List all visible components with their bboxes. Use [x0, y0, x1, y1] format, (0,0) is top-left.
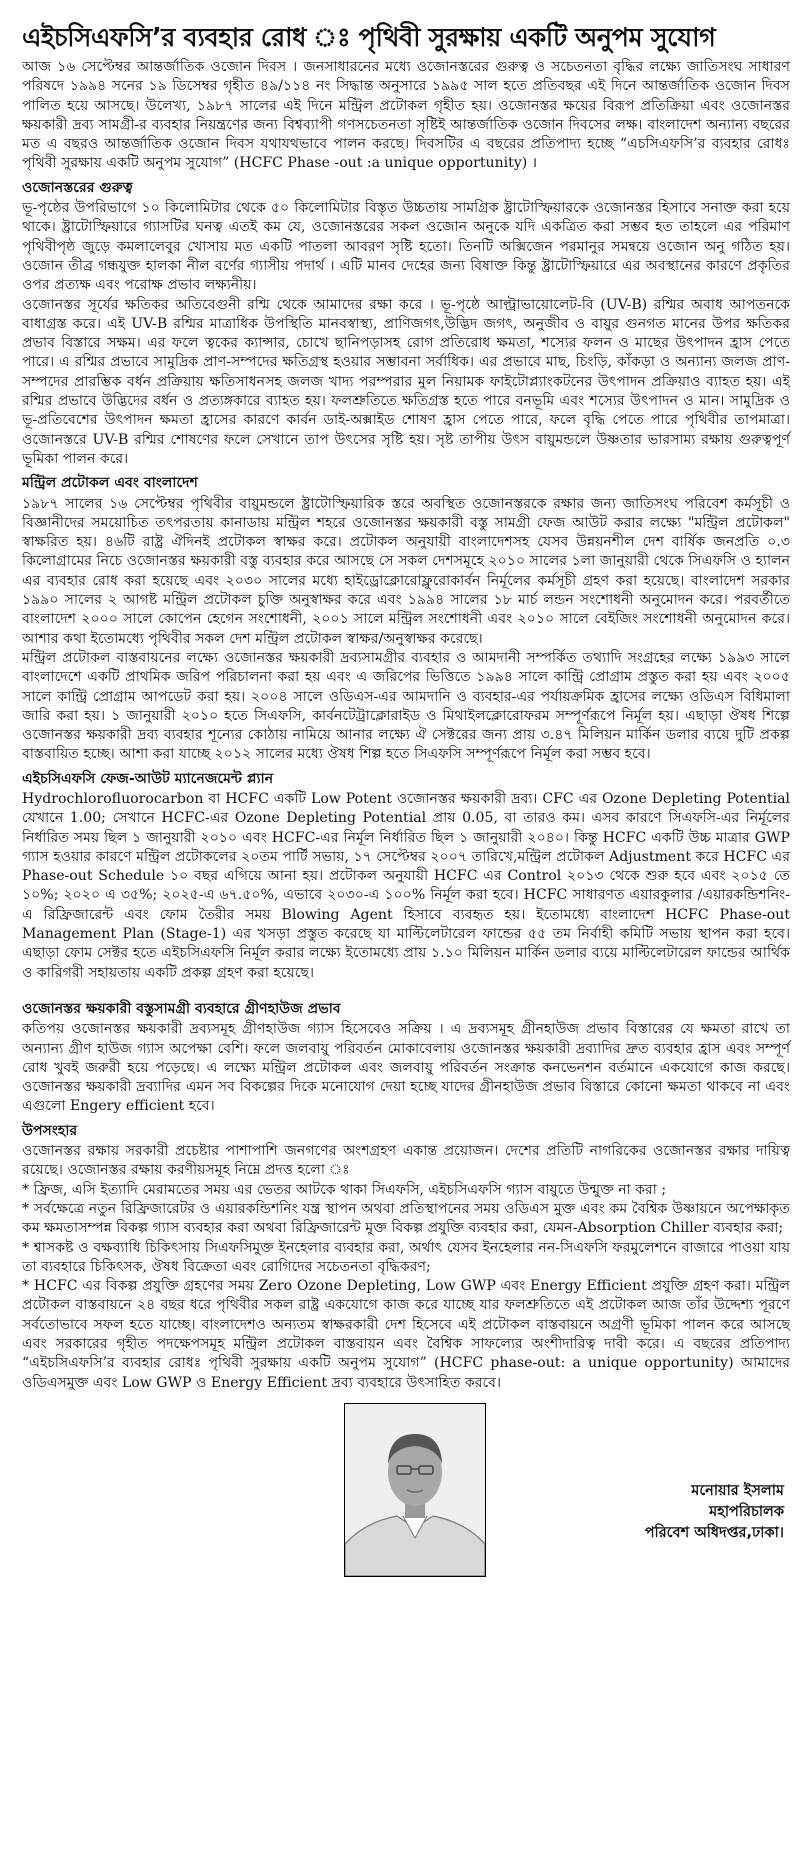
section-heading-greenhouse-effect: ওজোনস্তর ক্ষয়কারী বস্তুসামগ্রী ব্যবহারে গ্রীণহাউজ প্রভাব: [22, 1000, 341, 1017]
article-footer: [22, 1397, 790, 1577]
paragraph: মন্ট্রিল প্রটোকল বাস্তবায়নের লক্ষ্যে ওজোনস্তর ক্ষয়কারী দ্রব্যসামগ্রীর ব্যবহার ও আমদানী সম্পর্কিত তথ্যাদি সংগ্রহের লক্ষ্যে ১৯৯৩ সালে বাংলাদেশে একটি প্রাথমিক জরিপ পরিচালনা করা হয় এবং এ জরিপের ভিত্তিতে ১৯৯৪ সালে কান্ট্রি প্রোগ্রাম প্রস্তুত করা হয় এবং ২০০৫ সালে কান্ট্রি প্রোগ্রাম আপডেট করা হয়। ২০০৪ সালে ওডিএস-এর আমদানি ও ব্যবহার-এর পর্যায়ক্রমিক হ্রাসের লক্ষ্যে ওডিএস বিধিমালা জারি করা হয়। ১ জানুয়ারী ২০১০ হতে সিএফসি, কার্বনটেট্রাক্লোরাইড ও মিথাইলক্লোরোফরম সম্পূর্ণরূপে নির্মূল হয়। এছাড়া ঔষধ শিল্পে ওজোনস্তর ক্ষয়কারী দ্রব্য ব্যবহার শূন্যের কোঠায় নামিয়ে আনার লক্ষ্যে ঐ সেক্টরের জন্য প্রায় ৩.৪৭ মিলিয়ন মার্কিন ডলার ব্যয়ে দুটি প্রকল্প বাস্তবায়িত হচ্ছে। আশা করা যাচ্ছে ২০১২ সালের মধ্যে ঔষধ শিল্প হতে সিএফসি সম্পূর্ণরূপে নির্মূল করা সম্ভব হবে।: [22, 649, 790, 763]
author-signature-block: [645, 1481, 784, 1544]
bullet-item: * HCFC এর বিকল্প প্রযুক্তি গ্রহণের সময় Zero Ozone Depleting, Low GWP এবং Energy Efficient প্রযুক্তি গ্রহণ করা। মন্ট্রিল প্রটোকল বাস্তবায়নে ২৪ বছর ধরে পৃথিবীর সকল রাষ্ট্র একযোগে কাজ করে যাচ্ছে যার ফলশ্রুতিতে এই প্রটোকল আজ তাঁর উদ্দেশ্য পূরণে সর্বতোভাবে সফল হতে যাচ্ছে। বাংলাদেশও অন্যতম স্বাক্ষরকারী দেশ হিসেবে এই প্রটোকল বাস্তবায়নে অগ্রণী ভূমিকা পালন করে আসছে এবং সরকারের গৃহীত পদক্ষেপসমূহ মন্ট্রিল প্রটোকল বাস্তবায়ন এবং বৈশ্বিক সাফল্যের অংশীদারিত্ব দাবী করে। এ বছরের প্রতিপাদ্য “এইচসিএফসি’র ব্যবহার রোধঃ পৃথিবী সুরক্ষায় একটি অনুপম সুযোগ” (HCFC phase-out: a unique opportunity) আমাদের ওডিএসমুক্ত এবং Low GWP ও Energy Efficient দ্রব্য ব্যবহারে উৎসাহিত করবে।: [22, 1278, 790, 1391]
article-title: এইচসিএফসি’র ব্যবহার রোধ ঃ পৃথিবী সুরক্ষায় একটি অনুপম সুযোগ: [22, 23, 716, 53]
section-heading-ozone-importance: ওজোনস্তরের গুরুত্ব: [22, 179, 133, 196]
author-photo: [344, 1403, 486, 1577]
section-heading-montreal-protocol: মন্ট্রিল প্রটোকল এবং বাংলাদেশ: [22, 475, 198, 492]
intro-paragraph: আজ ১৬ সেপ্টেম্বর আন্তর্জাতিক ওজোন দিবস । জনসাধারনের মধ্যে ওজোনস্তরের গুরুত্ব ও সচেতনতা বৃদ্ধির লক্ষ্যে জাতিসংঘ সাধারণ পরিষদে ১৯৯৪ সনের ১৯ ডিসেম্বর গৃহীত ৪৯/১১৪ নং সিদ্ধান্ত অনুসারে ১৯৯৫ সাল হতে প্রতিবছর এই দিনে আন্তর্জাতিক ওজোন দিবস পালিত হয়ে আসছে। উলেখ্য, ১৯৮৭ সালের এই দিনে মন্ট্রিল প্রটোকল গৃহীত হয়। ওজোনস্তর ক্ষয়ের বিরূপ প্রতিক্রিয়া এবং ওজোনস্তর ক্ষয়কারী দ্রব্য সামগ্রী-র ব্যবহার নিয়ন্ত্রণের জন্য বিশ্বব্যাপী গণসচেতনতা সৃষ্টিই আন্তর্জাতিক ওজোন দিবসের লক্ষ। বাংলাদেশ অন্যান্য বছরের মত এ বছরও আন্তর্জাতিক ওজোন দিবস যথাযথভাবে পালন করছে। দিবসটির এ বছরের প্রতিপাদ্য হচ্ছে “এচসিএফসি’র ব্যবহার রোধঃ পৃথিবী সুরক্ষায় একটি অনুপম সুযোগ” (HCFC Phase -out :a unique opportunity) ।: [22, 59, 791, 172]
paragraph: ওজোনস্তর রক্ষায় সরকারী প্রচেষ্টার পাশাপাশি জনগণের অংশগ্রহণ একান্ত প্রয়োজন। দেশের প্রতিটি নাগরিকের ওজোনস্তর রক্ষার দায়িত্ব রয়েছে। ওজোনস্তর রক্ষায় করণীয়সমূহ নিম্নে প্রদত্ত হলো ঃ: [22, 1143, 790, 1179]
article-body: [22, 58, 790, 1393]
paragraph: ওজোনস্তর সূর্যের ক্ষতিকর অতিবেগুনী রশ্মি থেকে আমাদের রক্ষা করে । ভূ-পৃষ্ঠে আল্ট্রাভায়োলেট-বি (UV-B) রশ্মির অবাধ আপতনকে বাধাগ্রস্ত করে। এই UV-B রশ্মির মাত্রাধিক উপস্থিতি মানবস্বাস্থ্য, প্রাণিজগৎ,উদ্ভিদ জগৎ, অনুজীব ও বায়ুর গুনগত মানের উপর ক্ষতিকর প্রভাব বিস্তারে সক্ষম। এর ফলে ত্বকের ক্যান্সার, চোখে ছানিপড়াসহ রোগ প্রতিরোধ ক্ষমতা, শস্যের ফলন ও মাছের উৎপাদন হ্রাস পেতে পারে। এ রশ্মির প্রভাবে সামুদ্রিক প্রাণ-সম্পদের ক্ষতিগ্রস্থ হওয়ার সম্ভাবনা সর্বাধিক। এর প্রভাবে মাছ, চিংড়ি, কাঁকড়া ও অন্যান্য জলজ প্রাণ-সম্পদের প্রারম্ভিক বর্ধন প্রক্রিয়ায় ক্ষতিসাধনসহ জলজ খাদ্য পরম্পরার মুল নিয়ামক ফাইটোপ্ল্যাংকটনের উৎপাদন প্রক্রিয়াও ব্যাহত হয়। এই রশ্মির প্রভাবে উদ্ভিদের বর্ধন ও প্রত্যঙ্গকারে ব্যাহত হয়। ফলশ্রুতিতে ক্ষতিগ্রস্ত হতে পারে বনভূমি এবং শস্যের উৎপাদন ও মান। সামুদ্রিক ও ভূ-প্রতিবেশের উৎপাদন ক্ষমতা হ্রাসের কারণে কার্বন ডাই-অক্সাইড শোষণ হ্রাস পেতে পারে, ফলে বৃদ্ধি পেতে পারে পৃথিবীর তাপমাত্রা। ওজোনস্তরে UV-B রশ্মির শোষণের ফলে সেখানে তাপ উৎসের সৃষ্টি হয়। সৃষ্ট তাপীয় উৎস বায়ুমন্ডলে উষ্ণতার ভারসাম্য রক্ষায় গুরুত্বপূর্ণ ভূমিকা পালন করে।: [22, 296, 790, 467]
paragraph: ১৯৮৭ সালের ১৬ সেপ্টেম্বর পৃথিবীর বায়ুমন্ডলে ষ্ট্রাটোস্ফিয়ারিক স্তরে অবস্থিত ওজোনস্তরকে রক্ষার জন্য জাতিসংঘ পরিবেশ কর্মসূচী ও বিজ্ঞানীদের সময়োচিত তৎপরতায় কানাডায় মন্ট্রিল শহরে ওজোনস্তর ক্ষয়কারী বস্তু সামগ্রী ফেজ আউট করার লক্ষ্যে "মন্ট্রিল প্রটোকল" স্বাক্ষরিত হয়। ৪৬টি রাষ্ট্র ঐদিনই প্রটোকল স্বাক্ষর করে। প্রটোকল অনুযায়ী বাংলাদেশসহ যেসব উন্নয়নশীল দেশ বার্ষিক জনপ্রতি ০.৩ কিলোগ্রামের নিচে ওজোনস্তর ক্ষয়কারী বস্তু ব্যবহার করে আসছে সে সকল দেশসমূহে ২০১০ সালের ১লা জানুয়ারী থেকে সিএফসি ও হ্যালন এর ব্যবহার রোধ করা হয়েছে এবং ২০৩০ সালের মধ্যে হাইড্রোক্লোরোফ্লুরোকার্বন নির্মূলের কর্মসূচী গ্রহণ করা হয়েছে। বাংলাদেশ সরকার ১৯৯০ সালের ২ আগষ্ট মন্ট্রিল প্রটোকল চুক্তি অনুস্বাক্ষর করে এবং ১৯৯৪ সালের ১৮ মার্চ লন্ডন সংশোধনী অনুমোদন করে। পরবর্তীতে বাংলাদেশ ২০০০ সালে কোপেন হেগেন সংশোধনী, ২০০১ সালে মন্ট্রিল সংশোধনী এবং ২০১০ সালে বেইজিং সংশোধনী অনুমোদন করে। আশার কথা ইতোমধ্যে পৃথিবীর সকল দেশ মন্ট্রিল প্রটোকল স্বাক্ষর/অনুস্বাক্ষর করেছে।: [22, 495, 791, 647]
section-heading-conclusion: উপসংহার: [22, 1122, 78, 1139]
author-designation: মহাপরিচালক: [709, 1503, 784, 1520]
bullet-item: * শ্বাসকষ্ট ও বক্ষব্যাধি চিকিৎসায় সিএফসিমুক্ত ইনহেলার ব্যবহার করা, অর্থাৎ যেসব ইনহেলার নন-সিএফসি ফরমুলেশনে বাজারে পাওয়া যায় তা ব্যবহারে চিকিৎসক, ঔষধ বিক্রেতা এবং রোগিদের সচেতনতা বৃদ্ধিকরণ;: [22, 1239, 790, 1275]
bullet-item: * ফ্রিজ, এসি ইত্যাদি মেরামতের সময় এর ভেতর আটকে থাকা সিএফসি, এইচসিএফসি গ্যাস বায়ুতে উন্মুক্ত না করা ;: [22, 1181, 667, 1198]
section-heading-hcfc-plan: এইচসিএফসি ফেজ-আউট ম্যানেজমেন্ট প্ল্যান: [22, 770, 274, 787]
paragraph: ভূ-পৃষ্ঠের উপরিভাগে ১০ কিলোমিটার থেকে ৫০ কিলোমিটার বিস্তৃত উচ্চতায় সামগ্রিক ষ্ট্রাটোস্ফিয়ারকে ওজোনস্তর হিসাবে সনাক্ত করা হয়ে থাকে। ষ্ট্রাটোস্ফিয়ারে গ্যাসটির ঘনত্ব এতই কম যে, ওজোনস্তরের সকল ওজোন অনুকে যদি একত্রিত করা সম্ভব হত তাহলে এর পরিমাণ পৃথিবীপৃষ্ঠ জুড়ে কমলালেবুর খোসায় মত একটি পাতলা আবরণ সৃষ্টি হতো। তিনটি অক্সিজেন পরমানুর সমন্বয়ে ওজোন অনু গঠিত হয়। ওজোন তীব্র গন্ধযুক্ত হালকা নীল বর্ণের গ্যাসীয় পদার্থ । এটি মানব দেহের জন্য বিষাক্ত কিন্তু ষ্ট্রাটোস্ফিয়ারে এর অবস্থানের কারণে প্রকৃতির ওপর প্রত্যক্ষ এবং পরোক্ষ প্রভাব লক্ষ্যনীয়।: [22, 200, 790, 294]
author-office: পরিবেশ অধিদপ্তর,ঢাকা।: [644, 1524, 784, 1541]
bullet-item: * সর্বক্ষেত্রে নতুন রিফ্রিজারেটর ও এয়ারকন্ডিশনিং যন্ত্র স্থাপন অথবা প্রতিস্থাপনের সময় ওডিএস মুক্ত এবং কম বৈশ্বিক উষ্ণায়নে অপেক্ষাকৃত কম ক্ষমতাসম্পন্ন বিকল্প গ্যাস ব্যবহার করা অথবা রিফ্রিজারেন্ট মুক্ত বিকল্প প্রযুক্তি ব্যবহার করা, যেমন-Absorption Chiller ব্যবহার করা;: [22, 1200, 790, 1237]
paragraph: কতিপয় ওজোনস্তর ক্ষয়কারী দ্রব্যসমূহ গ্রীণহাউজ গ্যাস হিসেবেও সক্রিয় । এ দ্রব্যসমূহ গ্রীনহাউজ প্রভাব বিস্তারের যে ক্ষমতা রাখে তা অন্যান্য গ্রীণ হাউজ গ্যাস অপেক্ষা বেশি। ফলে জলবায়ু পরিবর্তন মোকাবেলায় ওজোনস্তর ক্ষয়কারী দ্রব্যাদির দ্রুত ব্যবহার হ্রাস এবং সম্পূর্ণ রোধ খুবই জরুরী হয়ে পড়েছে। এ লক্ষ্যে মন্ট্রিল প্রটোকল এবং জলবায়ু পরিবর্তন সংক্রান্ত কনভেনশন বর্তমানে একযোগে কাজ করছে। ওজোনস্তর ক্ষয়কারী দ্রব্যাদির এমন সব বিকল্পের দিকে মনোযোগ দেয়া হচ্ছে যাদের গ্রীনহাউজ প্রভাব বিস্তারে কোনো ক্ষমতা থাকবে না এবং এগুলো Engery efficient হবে।: [22, 1021, 790, 1115]
section-spacer: [22, 983, 790, 995]
paragraph: Hydrochlorofluorocarbon বা HCFC একটি Low Potent ওজোনস্তর ক্ষয়কারী দ্রব্য। CFC এর Ozone Depleting Potential যেখানে 1.00; সেখানে HCFC-এর Ozone Depleting Potential প্রায় 0.05, বা তারও কম। এসব কারণে সিএফসি-এর নির্মূলের নির্ধারিত সময় ছিল ১ জানুয়ারী ২০১০ এবং HCFC-এর নির্মূল নির্ধারিত ছিল ১ জানুয়ারী ২০৪০। কিন্তু HCFC একটি উচ্চ মাত্রার GWP গ্যাস হওয়ার কারণে মন্ট্রিল প্রটোকলের ২০তম পার্টি সভায়, ১৭ সেপ্টেম্বর ২০০৭ তারিখে,মন্ট্রিল প্রটোকল Adjustment করে HCFC এর Phase-out Schedule ১০ বছর এগিয়ে আনা হয়। প্রটোকল অনুযায়ী HCFC এর Control ২০১৩ থেকে শুরু হবে এবং ২০১৫ তে ১০%; ২০২০ এ ৩৫%; ২০২৫-এ ৬৭.৫০%, এভাবে ২০৩০-এ ১০০% নির্মূল করা হবে। HCFC সাধারণত এয়ারকুলার /এয়ারকন্ডিশনিং-এ রিফ্রিজারেন্ট এবং ফোম তৈরীর সময় Blowing Agent হিসাবে ব্যবহৃত হয়। ইতোমধ্যে বাংলাদেশ HCFC Phase-out Management Plan (Stage-1) এর খসড়া প্রস্তুত করেছে যা মাল্টিলেটারেল ফান্ডের ৫৫ তম নির্বাহী কমিটি সভায় স্থাপন করা হবে। এছাড়া ফোম সেক্টর হতে এইচসিএফসি নির্মূল করার লক্ষ্যে ইতোমধ্যে প্রায় ১.১০ মিলিয়ন মার্কিন ডলার ব্যয়ে মাল্টিলেটারেল ফান্ডের আর্থিক ও কারিগরী সহায়তায় একটি প্রকল্প গ্রহণ করা হয়েছে।: [22, 790, 790, 981]
author-portrait-image: [345, 1404, 485, 1576]
author-name: মনোয়ার ইসলাম: [691, 1482, 784, 1499]
